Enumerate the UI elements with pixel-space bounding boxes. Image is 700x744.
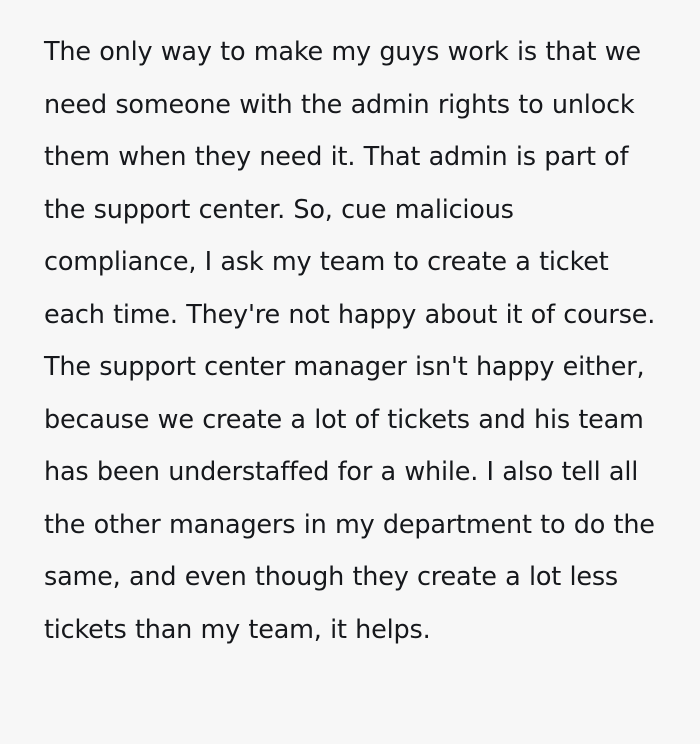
story-body-text: The only way to make my guys work is that we need someone with the admin rights to unlock them when they need it. That admin is part of the support center. So, cue malicious compliance, I ask my team to create a ticket each time. They're not happy about it of course. The support center manager isn't happy either, because we create a lot of tickets and his team has been understaffed for a while. I also tell all the other managers in my department to do the same, and even though they create a lot less tickets than my team, it helps. [44,37,664,645]
